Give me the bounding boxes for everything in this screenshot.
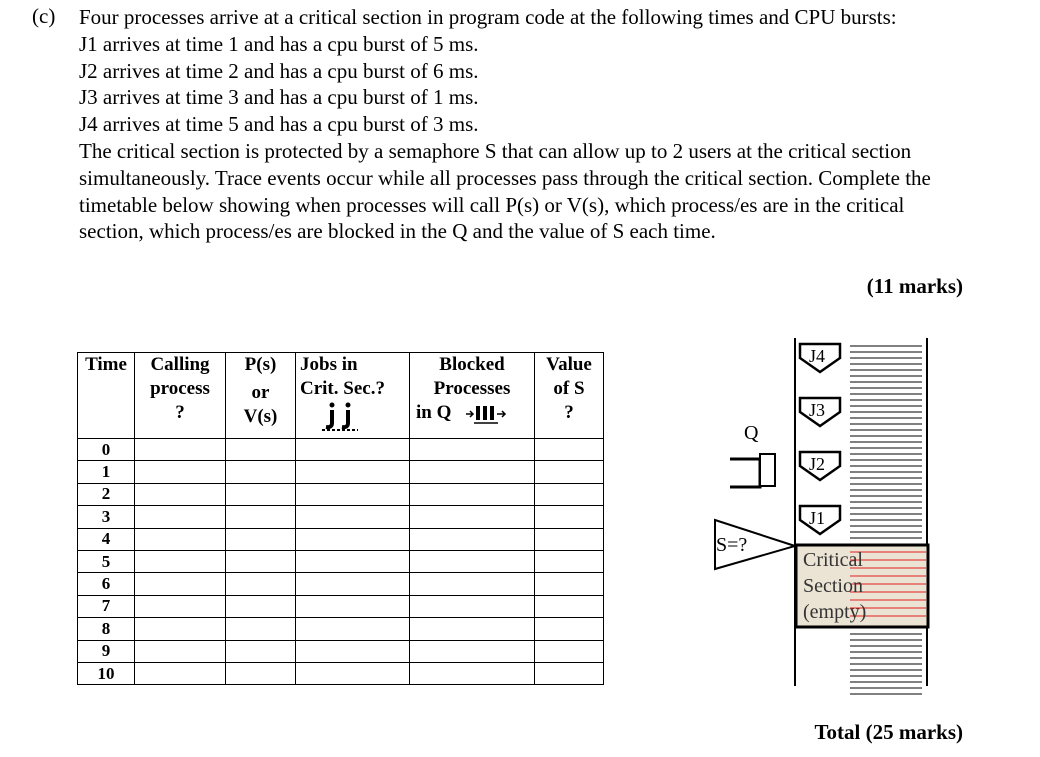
answer-cell[interactable]: [135, 506, 226, 528]
answer-cell[interactable]: [226, 506, 296, 528]
question-line: J2 arrives at time 2 and has a cpu burst of 6 ms.: [79, 58, 479, 83]
header-jobs-crit-sec: Jobs in Crit. Sec.?: [296, 353, 410, 439]
answer-cell[interactable]: [296, 618, 410, 640]
header-calling-process: Calling process ?: [135, 353, 226, 439]
time-cell: 2: [78, 483, 135, 505]
answer-cell[interactable]: [296, 483, 410, 505]
answer-cell[interactable]: [296, 550, 410, 572]
timetable: [77, 352, 604, 685]
answer-cell[interactable]: [535, 550, 604, 572]
question-line: J4 arrives at time 5 and has a cpu burst of 3 ms.: [79, 112, 479, 137]
question-line: J3 arrives at time 3 and has a cpu burst of 1 ms.: [79, 85, 479, 110]
answer-cell[interactable]: [410, 595, 535, 617]
answer-cell[interactable]: [226, 618, 296, 640]
table-row: [78, 550, 604, 572]
job-label-j2: J2: [809, 454, 826, 474]
answer-cell[interactable]: [296, 439, 410, 461]
answer-cell[interactable]: [410, 461, 535, 483]
answer-cell[interactable]: [296, 506, 410, 528]
job-label-j1: J1: [809, 508, 826, 528]
question-line: The critical section is protected by a semaphore S that can allow up to 2 users at the critical section simultaneously. Trace events occur while all processes pass through the critical section. Complete the timetable below showing when processes will call P(s) or V(s), which process/es are in the critical section, which process/es are blocked in the Q and the value of S each time.: [79, 138, 931, 244]
table-row: [78, 528, 604, 550]
answer-cell[interactable]: [535, 662, 604, 684]
answer-cell[interactable]: [135, 595, 226, 617]
time-cell: 5: [78, 550, 135, 572]
time-cell: 10: [78, 662, 135, 684]
answer-cell[interactable]: [410, 640, 535, 662]
answer-cell[interactable]: [135, 461, 226, 483]
timetable-body: [78, 439, 604, 685]
table-row: [78, 506, 604, 528]
answer-cell[interactable]: [135, 618, 226, 640]
answer-cell[interactable]: [296, 528, 410, 550]
table-row: [78, 573, 604, 595]
answer-cell[interactable]: [226, 461, 296, 483]
time-cell: 4: [78, 528, 135, 550]
answer-cell[interactable]: [296, 461, 410, 483]
table-row: [78, 662, 604, 684]
answer-cell[interactable]: [535, 461, 604, 483]
answer-cell[interactable]: [410, 662, 535, 684]
marks-label: (11 marks): [866, 274, 963, 298]
queue-box: [730, 459, 760, 487]
critical-section-line1: Critical: [803, 549, 863, 571]
jobs-icon: [320, 401, 360, 431]
answer-cell[interactable]: [226, 528, 296, 550]
queue-label: Q: [744, 422, 759, 444]
table-row: [78, 483, 604, 505]
answer-cell[interactable]: [135, 640, 226, 662]
answer-cell[interactable]: [226, 662, 296, 684]
header-blocked-processes: Blocked Processes in Q: [410, 353, 535, 439]
answer-cell[interactable]: [535, 506, 604, 528]
answer-cell[interactable]: [535, 439, 604, 461]
time-cell: 6: [78, 573, 135, 595]
answer-cell[interactable]: [410, 439, 535, 461]
table-row: [78, 640, 604, 662]
answer-cell[interactable]: [535, 618, 604, 640]
stripe-lines: [850, 346, 922, 694]
question-text: [79, 4, 969, 245]
semaphore-diagram: [700, 338, 940, 698]
job-label-j4: J4: [809, 346, 826, 366]
answer-cell[interactable]: [135, 528, 226, 550]
answer-cell[interactable]: [226, 483, 296, 505]
time-cell: 8: [78, 618, 135, 640]
answer-cell[interactable]: [410, 483, 535, 505]
answer-cell[interactable]: [535, 595, 604, 617]
header-value-of-s: Value of S ?: [535, 353, 604, 439]
answer-cell[interactable]: [410, 528, 535, 550]
table-row: [78, 595, 604, 617]
answer-cell[interactable]: [535, 640, 604, 662]
time-cell: 9: [78, 640, 135, 662]
answer-cell[interactable]: [410, 506, 535, 528]
time-cell: 3: [78, 506, 135, 528]
answer-cell[interactable]: [410, 573, 535, 595]
table-row: [78, 618, 604, 640]
answer-cell[interactable]: [135, 483, 226, 505]
answer-cell[interactable]: [296, 662, 410, 684]
critical-section-line2: Section: [803, 575, 863, 597]
answer-cell[interactable]: [135, 439, 226, 461]
answer-cell[interactable]: [410, 550, 535, 572]
answer-cell[interactable]: [226, 573, 296, 595]
table-row: [78, 461, 604, 483]
answer-cell[interactable]: [226, 595, 296, 617]
header-ps-vs: P(s) or V(s): [226, 353, 296, 439]
table-row: [78, 439, 604, 461]
question-line: Four processes arrive at a critical section in program code at the following times and CPU bursts:: [79, 5, 897, 29]
answer-cell[interactable]: [135, 662, 226, 684]
answer-cell[interactable]: [135, 550, 226, 572]
queue-icon: [464, 403, 508, 425]
answer-cell[interactable]: [135, 573, 226, 595]
answer-cell[interactable]: [226, 640, 296, 662]
semaphore-label: S=?: [716, 534, 748, 556]
answer-cell[interactable]: [535, 483, 604, 505]
question-label: (c): [32, 4, 56, 28]
answer-cell[interactable]: [226, 550, 296, 572]
critical-section-line3: (empty): [803, 601, 867, 623]
answer-cell[interactable]: [410, 618, 535, 640]
answer-cell[interactable]: [226, 439, 296, 461]
header-time: Time: [78, 353, 135, 439]
answer-cell[interactable]: [296, 595, 410, 617]
job-label-j3: J3: [809, 400, 826, 420]
time-cell: 0: [78, 439, 135, 461]
question-line: J1 arrives at time 1 and has a cpu burst of 5 ms.: [79, 31, 479, 56]
answer-cell[interactable]: [296, 573, 410, 595]
answer-cell[interactable]: [535, 528, 604, 550]
total-marks: Total (25 marks): [814, 720, 963, 744]
answer-cell[interactable]: [535, 573, 604, 595]
time-cell: 7: [78, 595, 135, 617]
answer-cell[interactable]: [296, 640, 410, 662]
time-cell: 1: [78, 461, 135, 483]
